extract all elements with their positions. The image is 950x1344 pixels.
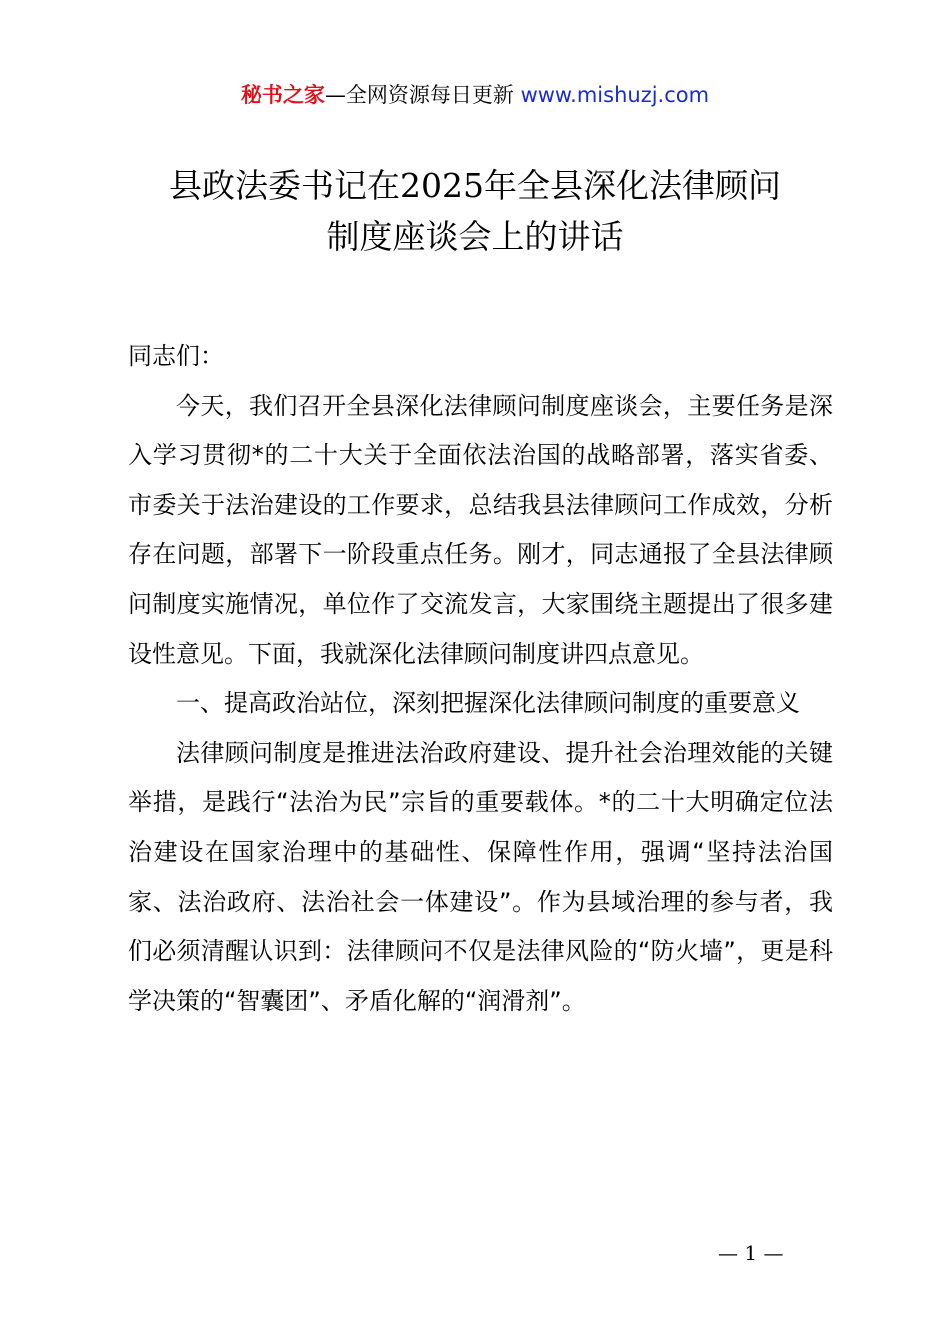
section-heading-1: 一、提高政治站位，深刻把握深化法律顾问制度的重要意义 xyxy=(176,689,800,718)
paragraph-section-1: 法律顾问制度是推进法治政府建设、提升社会治理效能的关键举措，是践行“法治为民”宗旨的重要载体。*的二十大明确定位法治建设在国家治理中的基础性、保障性作用，强调“坚持法治国家、法治政府、法治社会一体建设”。作为县域治理的参与者，我们必须清醒认识到：法律顾问不仅是法律风险的“防火墙”，更是科学决策的“智囊团”、矛盾化解的“润滑剂”。 xyxy=(128,738,833,1015)
document-body xyxy=(128,332,833,1026)
site-brand: 秘书之家 xyxy=(240,83,325,107)
paragraph-intro: 今天，我们召开全县深化法律顾问制度座谈会，主要任务是深入学习贯彻*的二十大关于全面依法治国的战略部署，落实省委、市委关于法治建设的工作要求，总结我县法律顾问工作成效，分析存在问题，部署下一阶段重点任务。刚才，同志通报了全县法律顾问制度实施情况，单位作了交流发言，大家围绕主题提出了很多建设性意见。下面，我就深化法律顾问制度讲四点意见。 xyxy=(128,391,833,668)
document-title xyxy=(100,160,850,262)
page-number: — 1 — xyxy=(718,1241,784,1265)
title-line-2: 制度座谈会上的讲话 xyxy=(326,217,624,256)
site-header xyxy=(0,78,950,112)
site-url-link[interactable]: www.mishuzj.com xyxy=(520,83,710,107)
title-line-1: 县政法委书记在2025年全县深化法律顾问 xyxy=(169,166,781,205)
site-tagline: —全网资源每日更新 xyxy=(324,83,514,107)
salutation: 同志们： xyxy=(128,342,224,370)
